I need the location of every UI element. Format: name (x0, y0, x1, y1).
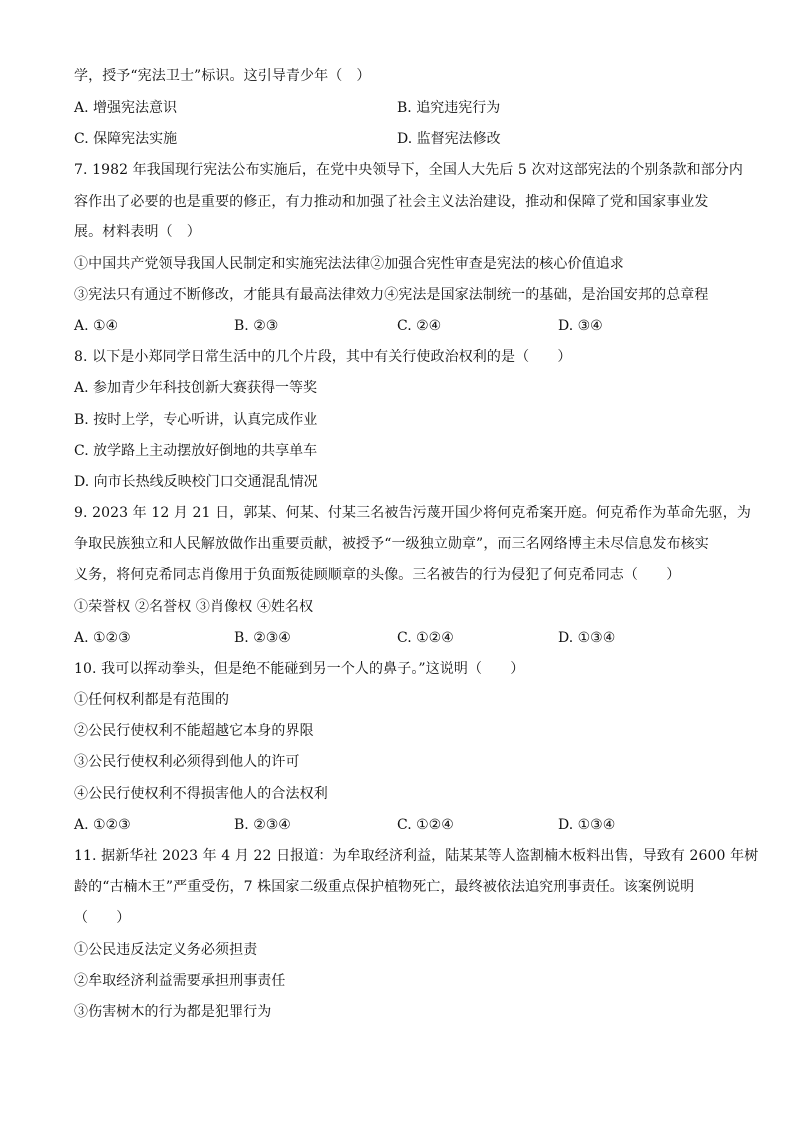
q11-statement: ①公民违反法定义务必须担责 (74, 942, 258, 958)
q11-statement: ③伤害树木的行为都是犯罪行为 (74, 1004, 272, 1020)
q10-option-d[interactable]: D. ①③④ (558, 817, 616, 833)
q11-stem-line: 11. 据新华社 2023 年 4 月 22 日报道：为牟取经济利益，陆某某等人盗割楠木板料出售，导致有 2600 年树 (74, 848, 759, 864)
q9-option-b[interactable]: B. ②③④ (234, 630, 291, 646)
q7-stem-line: 容作出了必要的也是重要的修正，有力推动和加强了社会主义法治建设，推动和保障了党和国家事业发 (74, 194, 709, 210)
q8-option-a[interactable]: A. 参加青少年科技创新大赛获得一等奖 (74, 380, 318, 396)
q9-option-d[interactable]: D. ①③④ (558, 630, 616, 646)
q9-stem-line: 争取民族独立和人民解放做作出重要贡献，被授予“一级独立勋章”，而三名网络博主未尽信息发布核实 (74, 536, 709, 552)
q10-option-a[interactable]: A. ①②③ (74, 817, 131, 833)
q10-statement: ②公民行使权利不能超越它本身的界限 (74, 723, 314, 739)
q7-option-b[interactable]: B. ②③ (234, 318, 279, 334)
q6-option-b[interactable]: B. 追究违宪行为 (397, 100, 501, 116)
q8-stem: 8. 以下是小郑同学日常生活中的几个片段，其中有关行使政治权利的是（ ） (74, 349, 572, 365)
q11-stem-line: 龄的“古楠木王”严重受伤，7 株国家二级重点保护植物死亡，最终被依法追究刑事责任。该案例说明 (74, 879, 695, 895)
q9-option-a[interactable]: A. ①②③ (74, 630, 131, 646)
q6-option-d[interactable]: D. 监督宪法修改 (397, 131, 501, 147)
q7-option-a[interactable]: A. ①④ (74, 318, 119, 334)
q9-statement: ①荣誉权 ②名誉权 ③肖像权 ④姓名权 (74, 599, 314, 615)
q8-option-c[interactable]: C. 放学路上主动摆放好倒地的共享单车 (74, 443, 318, 459)
q9-option-c[interactable]: C. ①②④ (397, 630, 454, 646)
q6-stem-tail: 学，授予“宪法卫士”标识。这引导青少年（ ） (74, 68, 371, 84)
q10-option-b[interactable]: B. ②③④ (234, 817, 291, 833)
q6-option-a[interactable]: A. 增强宪法意识 (74, 100, 178, 116)
q10-statement: ③公民行使权利必须得到他人的许可 (74, 754, 300, 770)
q10-option-c[interactable]: C. ①②④ (397, 817, 454, 833)
q10-stem: 10. 我可以挥动拳头，但是绝不能碰到另一个人的鼻子。”这说明（ ） (74, 661, 525, 677)
q8-option-d[interactable]: D. 向市长热线反映校门口交通混乱情况 (74, 474, 318, 490)
q7-statement: ③宪法只有通过不断修改，才能具有最高法律效力④宪法是国家法制统一的基础，是治国安邦的总章程 (74, 287, 709, 303)
q7-option-c[interactable]: C. ②④ (397, 318, 442, 334)
q8-option-b[interactable]: B. 按时上学，专心听讲，认真完成作业 (74, 412, 318, 428)
q9-stem-line: 9. 2023 年 12 月 21 日，郭某、何某、付某三名被告污蔑开国少将何克希案开庭。何克希作为革命先驱，为 (74, 505, 751, 521)
q10-statement: ①任何权利都是有范围的 (74, 692, 230, 708)
q11-stem-line: （ ） (74, 910, 131, 926)
q7-statement: ①中国共产党领导我国人民制定和实施宪法法律②加强合宪性审查是宪法的核心价值追求 (74, 256, 624, 272)
q6-option-c[interactable]: C. 保障宪法实施 (74, 131, 178, 147)
q7-stem-line: 展。材料表明（ ） (74, 224, 201, 240)
q11-statement: ②牟取经济利益需要承担刑事责任 (74, 973, 286, 989)
q9-stem-line: 义务，将何克希同志肖像用于负面叛徒顾顺章的头像。三名被告的行为侵犯了何克希同志（ ） (74, 567, 681, 583)
q7-stem-line: 7. 1982 年我国现行宪法公布实施后，在党中央领导下，全国人大先后 5 次对这部宪法的个别条款和部分内 (74, 162, 743, 178)
q7-option-d[interactable]: D. ③④ (558, 318, 603, 334)
q10-statement: ④公民行使权利不得损害他人的合法权利 (74, 786, 328, 802)
